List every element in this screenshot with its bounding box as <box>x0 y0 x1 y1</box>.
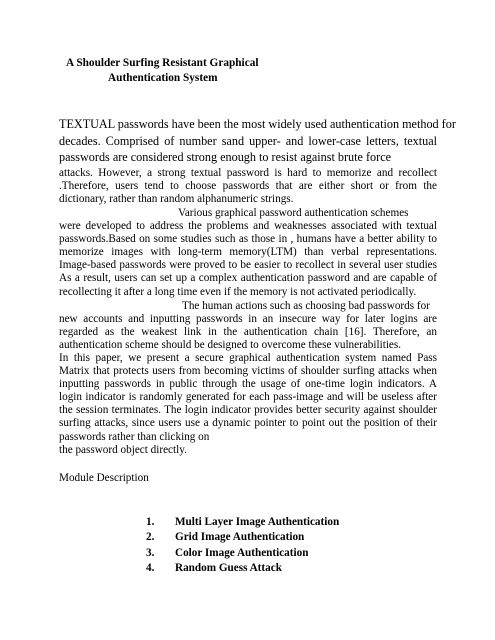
text-line: were developed to address the problems and weaknesses associated with textual <box>59 220 437 233</box>
text-line: passwords are considered strong enough to resist against brute force <box>59 150 392 165</box>
module-list-item <box>146 546 339 561</box>
text-line: memorize images with long-term memory(LTM) than verbal representations. <box>59 246 437 259</box>
text-line: .Therefore, users tend to choose passwords that are either short or from the <box>59 180 437 193</box>
text-line: decades. Comprised of number sand upper- and lower-case letters, textual <box>59 133 437 148</box>
text-line: recollecting it after a long time even if the memory is not activated periodically. <box>59 285 417 298</box>
text-line: The human actions such as choosing bad passwords for <box>182 300 430 312</box>
text-line: Various graphical password authentication schemes <box>178 207 409 219</box>
title-line-2: Authentication System <box>108 72 218 84</box>
text-line: surfing attacks, since users use a dynamic pointer to point out the position of their <box>59 417 437 430</box>
document-title <box>66 56 259 86</box>
list-number: 1. <box>146 516 155 528</box>
intro-paragraph <box>59 116 456 166</box>
title-line-1: A Shoulder Surfing Resistant Graphical <box>66 57 259 69</box>
list-number: 2. <box>146 531 155 544</box>
list-label: Grid Image Authentication <box>175 531 305 544</box>
text-line: passwords.Based on some studies such as those in , humans have a better ability to <box>59 233 437 246</box>
module-list-item <box>146 515 339 530</box>
list-number: 3. <box>146 546 155 559</box>
text-line: As a result, users can set up a complex authentication password and are capable of <box>59 272 437 285</box>
text-line: the session terminates. The login indicator provides better security against shoulder <box>59 404 437 417</box>
paragraph-graphical-schemes <box>59 207 437 299</box>
module-list <box>146 515 339 576</box>
text-line: In this paper, we present a secure graphical authentication system named Pass <box>59 352 437 364</box>
paragraph-textual-passwords <box>59 167 437 206</box>
text-line: regarded as the weakest link in the authentication chain [16]. Therefore, an <box>59 326 437 339</box>
module-description-heading: Module Description <box>59 472 149 484</box>
paragraph-human-actions <box>59 300 437 352</box>
text-line: authentication scheme should be designed to overcome these vulnerabilities. <box>59 339 402 352</box>
list-label: Multi Layer Image Authentication <box>175 516 340 528</box>
text-line: Matrix that protects users from becoming victims of shoulder surfing attacks when <box>59 365 437 378</box>
module-list-item <box>146 530 339 545</box>
text-line: new accounts and inputting passwords in an insecure way for later logins are <box>59 313 437 326</box>
list-number: 4. <box>146 561 155 574</box>
text-line: Image-based passwords were proved to be easier to recollect in several user studies <box>59 259 437 272</box>
text-line: TEXTUAL passwords have been the most widely used authentication method for <box>59 117 456 131</box>
text-line: the password object directly. <box>59 443 187 456</box>
paragraph-pass-matrix <box>59 352 437 457</box>
list-label: Color Image Authentication <box>175 546 309 559</box>
text-line: attacks. However, a strong textual password is hard to memorize and recollect <box>59 167 437 179</box>
text-line: login indicator is randomly generated for each pass-image and will be useless after <box>59 391 437 404</box>
module-list-item <box>146 561 339 576</box>
text-line: passwords rather than clicking on <box>59 430 210 443</box>
list-label: Random Guess Attack <box>175 561 282 574</box>
text-line: dictionary, rather than random alphanumeric strings. <box>59 193 294 206</box>
text-line: inputting passwords in public through the usage of one-time login indicators. A <box>59 378 437 391</box>
